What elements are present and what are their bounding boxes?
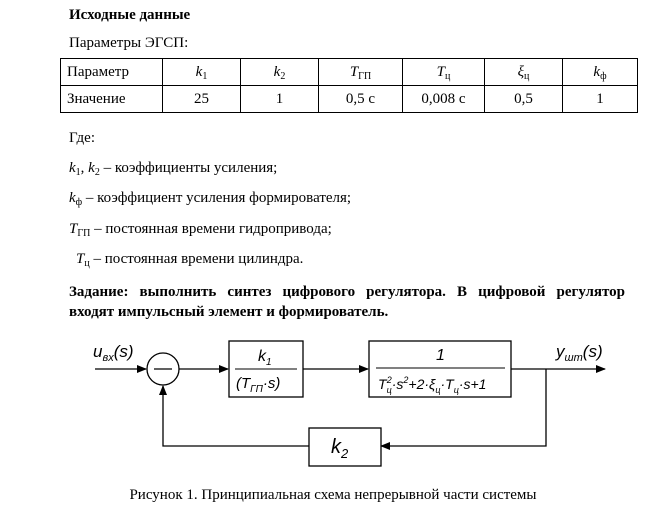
table-cell: 0,008 с [403,86,485,113]
task-label: Задание: [69,284,129,300]
table-cell: 0,5 с [319,86,403,113]
figure-caption: Рисунок 1. Принципиальная схема непрерывной части системы [129,487,537,503]
table-cell: 1 [563,86,638,113]
task-paragraph-line2: входят импульсный элемент и формирователь. [69,304,389,320]
block2-numerator: 1 [436,347,445,364]
where-label: Где: [69,130,96,146]
table-cell: 25 [163,86,241,113]
feedback-gain-label: $k_2$ [331,436,349,461]
table-header-row [61,59,638,86]
table-row [61,86,638,113]
output-signal-label: $y_{шт}(s)$ [556,342,603,364]
table-cell: Значение [61,86,163,113]
header-cell: Параметр [61,59,163,86]
parameters-table [60,58,638,113]
header-cell: $T_ц$ [403,59,485,86]
definition-line: $T_{ГП}$ – постоянная времени гидропривода; [69,221,332,239]
input-signal-label: $u_{вх}(s)$ [93,342,134,364]
table-cell: 1 [241,86,319,113]
block2-denominator: $T_ц2\cdot s^2+2\cdot\xi_ц\cdot T_ц\cdot s+1$ [378,375,487,395]
params-title: Параметры ЭГСП: [69,35,189,51]
section-heading: Исходные данные [69,7,191,23]
block1-denominator: $(T_{ГП}\cdot s)$ [236,375,281,395]
header-cell: $k_2$ [241,59,319,86]
header-cell: $k_1$ [163,59,241,86]
header-cell: $T_{ГП}$ [319,59,403,86]
task-paragraph-line1: Задание: выполнить синтез цифрового регулятора. В цифровой регулятор [69,284,625,300]
definition-line: $T_ц$ – постоянная времени цилиндра. [76,251,304,269]
table-cell: 0,5 [485,86,563,113]
definition-line: $k_ф$ – коэффициент усиления формирователя; [69,190,352,208]
definition-line: $k_1$, $k_2$ – коэффициенты усиления; [69,160,278,178]
header-cell: $\xi_ц$ [485,59,563,86]
block-diagram [0,320,666,480]
header-cell: $k_ф$ [563,59,638,86]
block1-numerator: $k_1$ [258,348,272,368]
